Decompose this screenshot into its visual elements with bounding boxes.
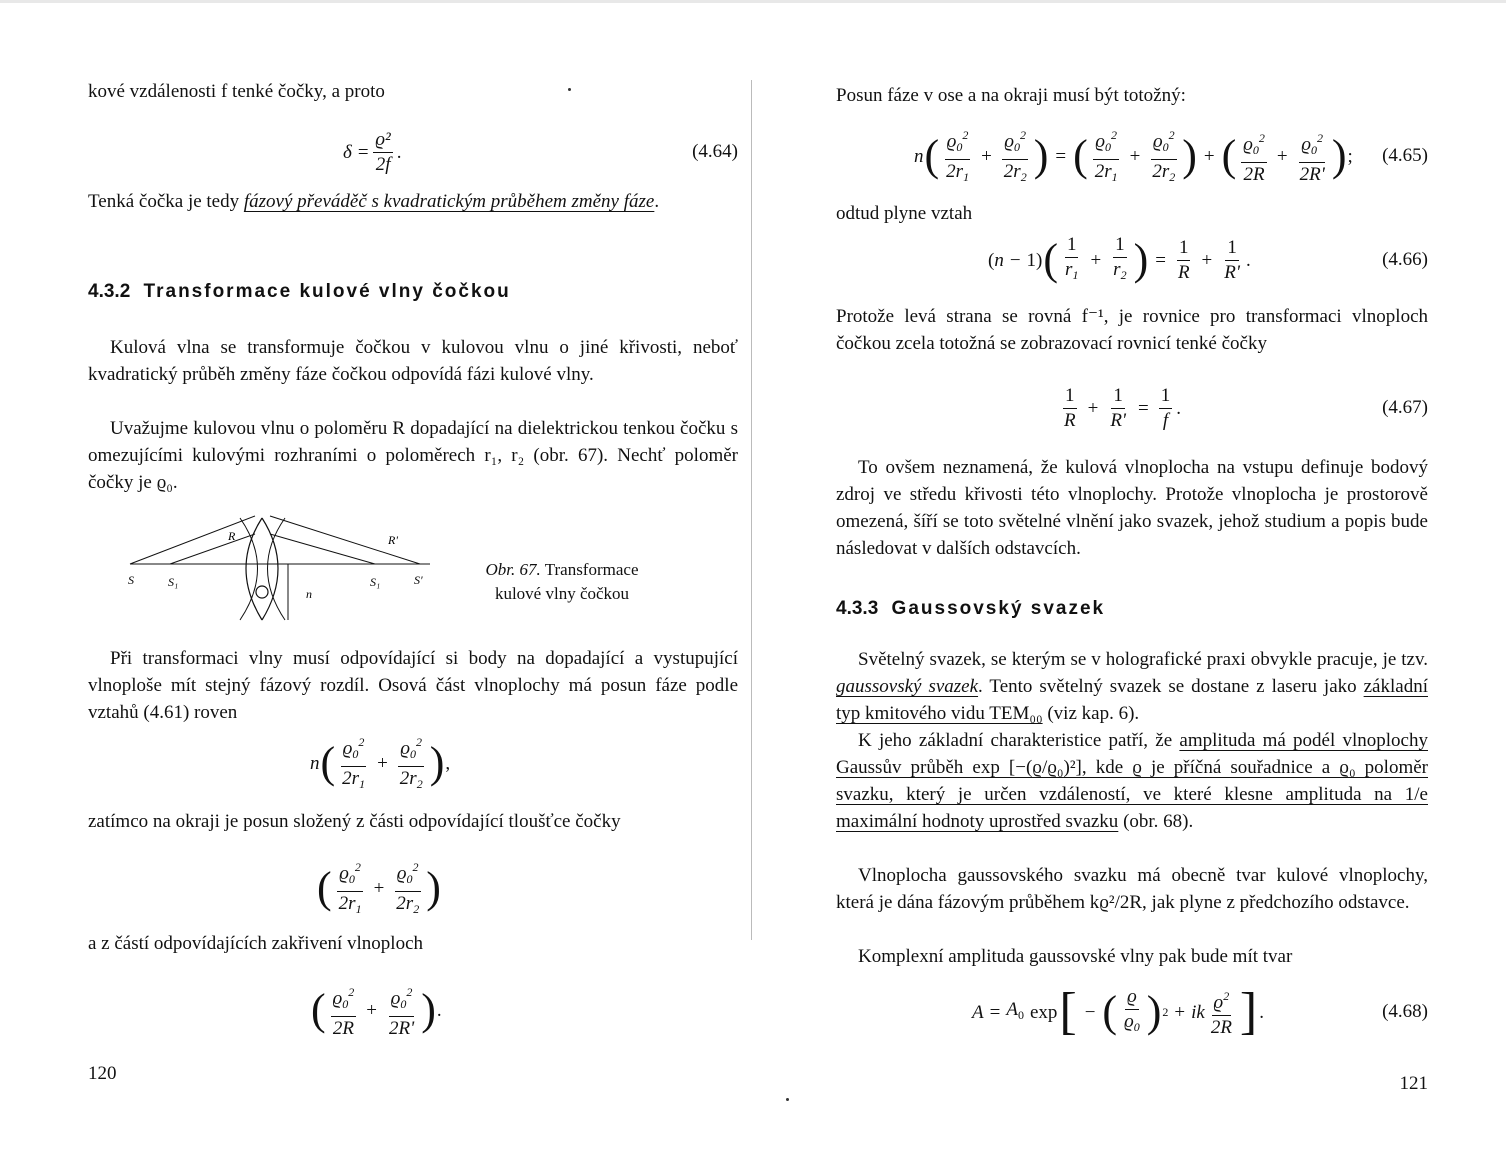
eq64-lhs: δ = [343,141,370,163]
section-title-right: Gaussovský svazek [891,598,1106,619]
left-intro: kové vzdálenosti f tenké čočky, a proto [88,81,385,102]
thin-lens-emph: fázový převáděč s kvadratickým průběhem změny fáze [243,191,655,212]
section-heading-4-3-2 [88,278,738,305]
fig-label-R-prime: R' [388,533,398,547]
left-para-4: zatímco na okraji je posun složený z části odpovídající tloušťce čočky [88,811,621,832]
figure-67-caption [462,558,662,606]
equation-curvature: ( $\frac{ϱ_0^2}{2R}$ + $\frac{ϱ_0^2}{2R'}$ ) . [88,980,738,1040]
para4-underline: amplituda má podél vlnoplochy Gaussův průběh exp [−(ϱ/ϱ₀)²], kde ϱ je příčná souřadnice a ϱ₀ poloměr svazku, který je určen vzdáleností, ve které klesne amplituda na 1/e maximální hodnoty uprostřed svazku [836,730,1428,832]
thin-lens-sentence [88,188,738,215]
equation-edge-thickness: ( $\frac{ϱ_0^2}{2r_1}$ + $\frac{ϱ_0^2}{2r_2}$ ) [88,858,738,918]
para3-underline: základní typ kmitového vidu TEM₀₀ [836,676,1428,724]
para3-text-b: . Tento světelný svazek se dostane z laseru jako [978,676,1364,697]
para4-text-a: K jeho základní charakteristice patří, že [858,730,1180,751]
equation-axial-phase: n ( $\frac{ϱ_0^2}{2r_1}$ + $\frac{ϱ_0^2}{2r_2}$ ) , [88,733,738,793]
fig-label-S-prime: S' [414,573,423,587]
right-para-2: To ovšem neznamená, že kulová vlnoplocha na vstupu definuje bodový zdroj ve středu křivosti této vlnoplochy. Protože vlnoplocha je prostorově omezená, šíří se toto světelné vlnění jako svazek, jehož studium a popis bude následovat v dalších odstavcích. [836,457,1428,559]
equation-4-64: δ = $\frac{\text{ϱ²}}{2f}$ . (4.64) [343,128,738,175]
left-para-5: a z částí odpovídajících zakřivení vlnoploch [88,933,424,954]
equation-4-66: ( n − 1) ( $\frac{1}{r_1}$ + $\frac{1}{r_2}$ ) = $\frac{1}{R}$ + $\frac{1}{R'}$ . (4.66) [988,234,1428,284]
fig-ray-right-inner [270,534,375,564]
equation-4-67: $\frac{1}{R}$ + $\frac{1}{R'}$ = $\frac{1}{f}$ . (4.67) [1064,384,1428,431]
figure-67-lens-diagram [130,508,490,628]
eq64-label: (4.64) [692,141,738,162]
fig-ray-left-inner [170,534,255,564]
eq66-label: (4.66) [1382,249,1428,270]
eq64-den: 2f [375,153,391,175]
figure-67-caption-text: Transformace kulové vlny čočkou [494,560,639,603]
fig-label-S1-right: S₁ [370,575,381,589]
section-number: 4.3.2 [88,281,131,302]
scan-top-edge [0,0,1506,3]
eq65-label: (4.65) [1382,145,1428,166]
right-intro: Posun fáze v ose a na okraji musí být totožný: [836,85,1186,106]
left-para-2: Uvažujme kulovou vlnu o poloměru R dopadající na dielektrickou tenkou čočku s omezujícími kulovými rozhraními o poloměrech r₁, r₂ (obr. 67). Nechť poloměr čočky je ϱ₀. [88,418,738,493]
page-number-left: 120 [88,1063,117,1084]
fig-label-n: n [306,587,312,601]
para3-emph: gaussovský svazek [836,676,979,697]
scan-speck [568,88,571,91]
thin-lens-pre: Tenká čočka je tedy [88,191,244,212]
left-para-3: Při transformaci vlny musí odpovídající si body na dopadající a vystupující vlnoploše mít stejný fázový rozdíl. Osová část vlnoplochy má posun fáze podle vztahů (4.61) roven [88,648,738,723]
section-heading-4-3-3 [836,595,1428,622]
thin-lens-post: . [654,191,660,212]
eq64-num: ϱ² [373,128,392,153]
figure-67-caption-label: Obr. 67. [485,560,541,579]
right-para-1: Protože levá strana se rovná f⁻¹, je rovnice pro transformaci vlnoploch čočkou zcela totožná se zobrazovací rovnicí tenké čočky [836,306,1428,354]
page-number-right: 121 [1399,1073,1428,1094]
fig-wavefront-in [240,518,258,620]
fig-label-R: R [228,529,236,543]
eq68-label: (4.68) [1382,1001,1428,1022]
para3-text-c: (viz kap. 6). [1042,703,1140,724]
right-para-3 [836,646,1428,727]
equation-4-65: n ( $\frac{ϱ_0^2}{2r_1}$ + $\frac{ϱ_0^2}{2r_2}$ ) = ( $\frac{ϱ_0^2}{2r_1}$ + $\frac{ϱ_0^2}{2r_2}$ ) + ( $\frac{ϱ_0^2}{2R}$ + $\frac{ϱ_0^2}{2R'}$ ) ; (4.65) [836,126,1428,186]
right-para-4 [836,727,1428,835]
right-para-6: Komplexní amplituda gaussovské vlny pak bude mít tvar [858,946,1293,967]
eq67-label: (4.67) [1382,397,1428,418]
left-para-1: Kulová vlna se transformuje čočkou v kulovou vlnu o jiné křivosti, neboť kvadratický průběh změny fáze čočkou odpovídá fázi kulové vlny. [88,337,738,385]
scan-speck [786,1098,789,1101]
para3-text-a: Světelný svazek, se kterým se v holografické praxi obvykle pracuje, je tzv. [858,649,1428,670]
section-number-right: 4.3.3 [836,598,879,619]
section-title: Transformace kulové vlny čočkou [143,281,511,302]
fig-label-S: S [128,573,134,587]
right-derive: odtud plyne vztah [836,203,973,224]
eq64-fraction [373,128,392,177]
fig-label-S1-left: S₁ [168,575,179,589]
para4-text-b: (obr. 68). [1118,811,1194,832]
fig-ray-left-top [130,516,255,564]
equation-4-68: A = $A_0$ exp [ − ( $\frac{ϱ}{ϱ_0}$ ) 2 + ik $\frac{ϱ^2}{2R}$ ] . (4.68) [972,983,1428,1040]
fig-lens-center-mark [256,586,268,598]
book-gutter-line [751,80,752,940]
right-para-5: Vlnoplocha gaussovského svazku má obecně tvar kulové vlnoplochy, která je dána fázovým průběhem kϱ²/2R, jak plyne z předchozího odstavce. [836,865,1428,913]
